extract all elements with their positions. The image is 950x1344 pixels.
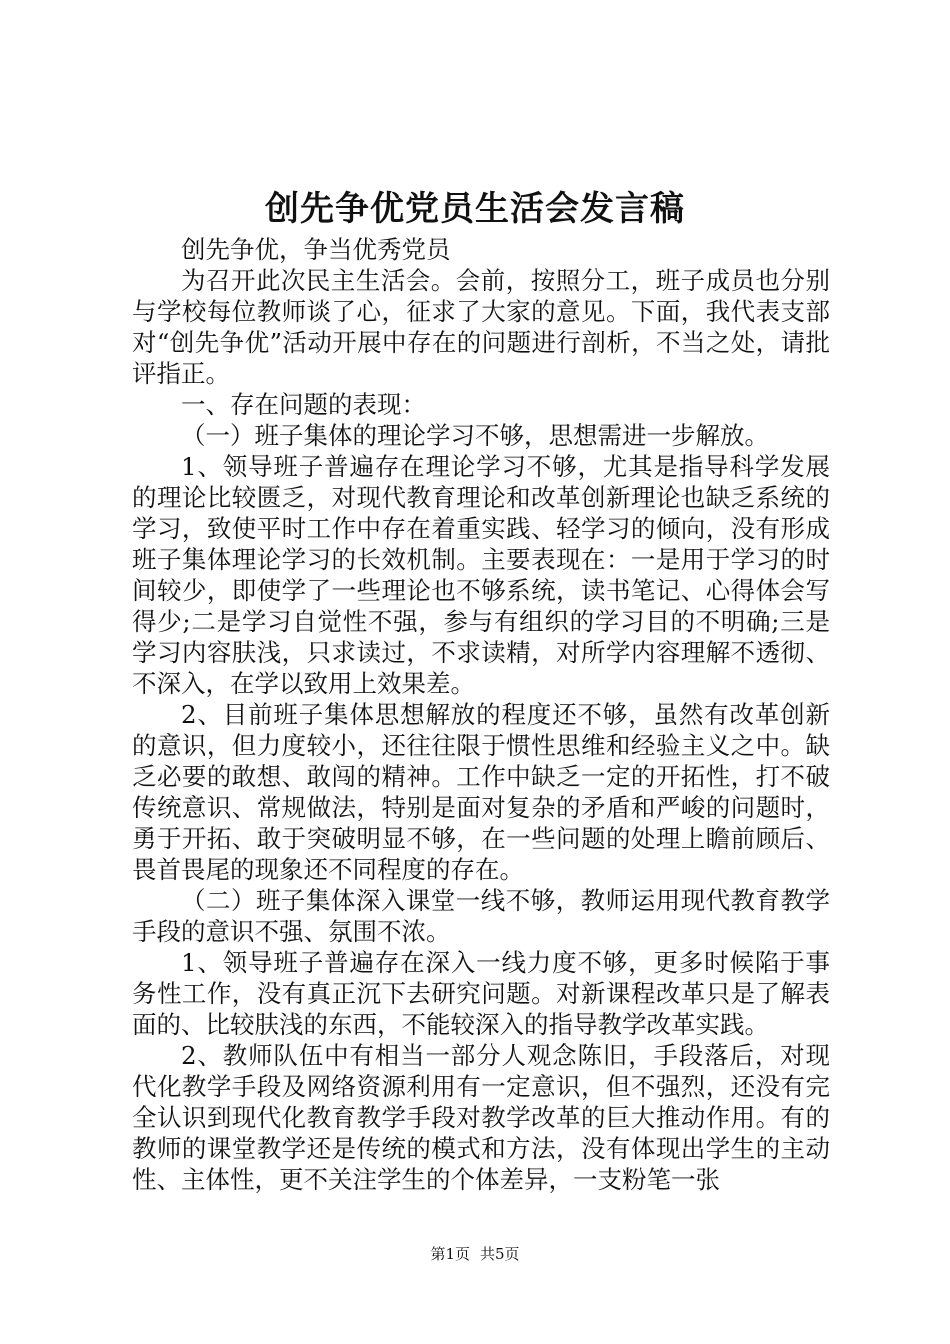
paragraph-item-1-1: 1、领导班子普遍存在理论学习不够，尤其是指导科学发展的理论比较匮乏，对现代教育理论和改革创新理论也缺乏系统的学习，致使平时工作中存在着重实践、轻学习的倾向，没有形成班子集体理论学习的长效机制。主要表现在：一是用于学习的时间较少，即使学了一些理论也不够系统，读书笔记、心得体会写得少;二是学习自觉性不强，参与有组织的学习目的不明确;三是学习内容肤浅，只求读过，不求读精，对所学内容理解不透彻、不深入，在学以致用上效果差。 xyxy=(132,452,830,698)
paragraph-item-2-2: 2、教师队伍中有相当一部分人观念陈旧，手段落后，对现代化教学手段及网络资源利用有一定意识，但不强烈，还没有完全认识到现代化教育教学手段对教学改革的巨大推动作用。有的教师的课堂教学还是传统的模式和方法，没有体现出学生的主动性、主体性，更不关注学生的个体差异，一支粉笔一张 xyxy=(132,1041,830,1194)
subsection-heading-1: （一）班子集体的理论学习不够，思想需进一步解放。 xyxy=(181,421,769,450)
page-number: 第1页 xyxy=(430,1245,470,1263)
paragraph-item-2-1: 1、领导班子普遍存在深入一线力度不够，更多时候陷于事务性工作，没有真正沉下去研究问题。对新课程改革只是了解表面的、比较肤浅的东西，不能较深入的指导教学改革实践。 xyxy=(132,948,830,1039)
document-title: 创先争优党员生活会发言稿 xyxy=(265,189,685,229)
section-heading: 一、存在问题的表现： xyxy=(181,390,426,419)
page-footer xyxy=(0,1244,950,1264)
paragraph-item-1-2: 2、目前班子集体思想解放的程度还不够，虽然有改革创新的意识，但力度较小，还往往限于惯性思维和经验主义之中。缺乏必要的敢想、敢闯的精神。工作中缺乏一定的开拓性，打不破传统意识、常规做法，特别是面对复杂的矛盾和严峻的问题时，勇于开拓、敢于突破明显不够，在一些问题的处理上瞻前顾后、畏首畏尾的现象还不同程度的存在。 xyxy=(132,700,830,884)
subsection-heading-2: （二）班子集体深入课堂一线不够，教师运用现代教育教学手段的意识不强、氛围不浓。 xyxy=(132,886,830,946)
document-body xyxy=(132,234,830,1195)
page-total: 共5页 xyxy=(480,1245,520,1263)
paragraph-intro: 为召开此次民主生活会。会前，按照分工，班子成员也分别与学校每位教师谈了心，征求了大家的意见。下面，我代表支部对“创先争优”活动开展中存在的问题进行剖析，不当之处，请批评指正。 xyxy=(132,266,830,388)
paragraph-subtitle: 创先争优，争当优秀党员 xyxy=(181,235,451,264)
